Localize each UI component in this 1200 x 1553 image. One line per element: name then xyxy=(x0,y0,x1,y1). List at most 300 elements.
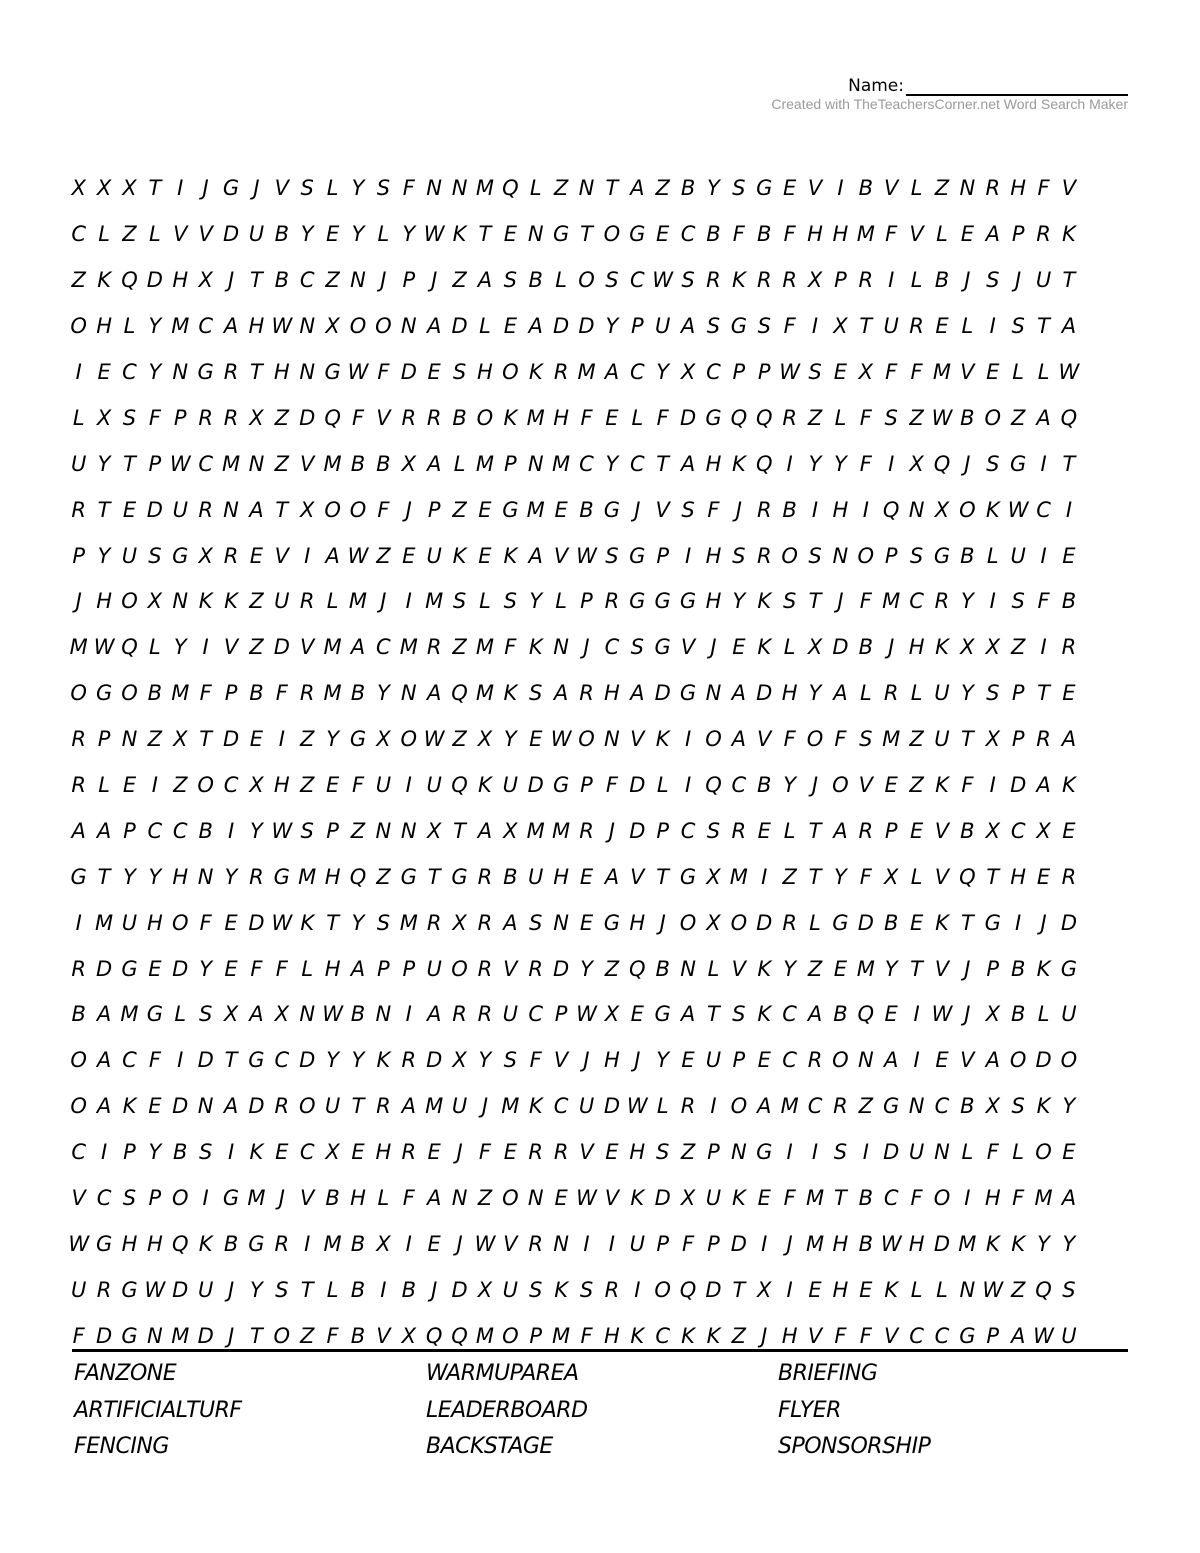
grid-letter: B xyxy=(1010,956,1026,981)
grid-letter: M xyxy=(69,635,88,660)
grid-letter: B xyxy=(960,1094,975,1119)
grid-letter: U xyxy=(375,773,392,798)
grid-letter: M xyxy=(247,1186,266,1211)
grid-letter: S xyxy=(757,314,771,339)
grid-letter: N xyxy=(426,176,443,201)
worksheet-header xyxy=(771,70,1128,112)
name-field[interactable] xyxy=(771,70,1128,96)
grid-row xyxy=(66,579,1134,625)
grid-letter: E xyxy=(935,314,949,339)
grid-letter: X xyxy=(401,451,416,476)
grid-letter: N xyxy=(553,635,569,660)
grid-letter: X xyxy=(884,864,899,889)
grid-letter: T xyxy=(1037,314,1050,339)
grid-letter: X xyxy=(401,1323,416,1348)
grid-letter: L xyxy=(834,405,847,430)
grid-letter: W xyxy=(652,268,674,293)
grid-letter: K xyxy=(122,1094,137,1119)
grid-letter: V xyxy=(503,1231,518,1256)
grid-letter: L xyxy=(910,176,923,201)
grid-letter: M xyxy=(323,635,342,660)
grid-letter: E xyxy=(224,910,238,935)
grid-letter: P xyxy=(884,543,898,568)
grid-letter: X xyxy=(325,314,340,339)
grid-letter: Z xyxy=(325,268,340,293)
grid-letter: E xyxy=(909,910,924,935)
grid-letter: F xyxy=(834,727,847,752)
grid-letter: T xyxy=(656,451,670,476)
grid-letter: U xyxy=(197,1277,214,1302)
grid-letter: C xyxy=(1010,818,1026,843)
word-list-item: FANZONE xyxy=(74,1361,177,1386)
grid-letter: U xyxy=(121,543,138,568)
grid-letter: V xyxy=(1061,176,1077,201)
grid-letter: U xyxy=(1061,1323,1077,1348)
grid-letter: T xyxy=(224,1048,238,1073)
grid-letter: H xyxy=(604,1323,620,1348)
grid-letter: A xyxy=(350,635,366,660)
grid-letter: B xyxy=(503,864,518,889)
grid-letter: G xyxy=(679,864,697,889)
grid-letter: J xyxy=(964,268,971,293)
grid-letter: B xyxy=(274,268,290,293)
grid-letter: M xyxy=(221,451,241,476)
grid-letter: T xyxy=(580,222,593,247)
grid-letter: B xyxy=(452,405,467,430)
grid-letter: R xyxy=(401,1048,417,1073)
grid-letter: R xyxy=(96,1277,112,1302)
grid-letter: F xyxy=(275,956,288,981)
grid-letter: I xyxy=(608,1231,615,1256)
grid-letter: E xyxy=(249,543,264,568)
grid-letter: R xyxy=(782,268,797,293)
grid-letter: C xyxy=(223,773,239,798)
grid-letter: A xyxy=(807,1002,823,1027)
grid-letter: L xyxy=(479,589,491,614)
grid-letter: V xyxy=(757,727,772,752)
grid-letter: Q xyxy=(959,864,976,889)
grid-letter: W xyxy=(576,543,597,568)
grid-letter: Y xyxy=(224,864,238,889)
grid-letter: X xyxy=(249,773,264,798)
grid-letter: B xyxy=(858,1186,874,1211)
grid-letter: P xyxy=(707,1231,720,1256)
grid-letter: T xyxy=(986,864,1000,889)
grid-letter: T xyxy=(351,1094,365,1119)
grid-letter: N xyxy=(959,1277,976,1302)
grid-letter: H xyxy=(832,1277,849,1302)
grid-letter: N xyxy=(197,1094,214,1119)
grid-letter: J xyxy=(405,497,412,522)
name-label: Name: xyxy=(848,76,904,96)
grid-letter: R xyxy=(579,681,594,706)
grid-letter: T xyxy=(478,222,492,247)
grid-letter: G xyxy=(248,1048,265,1073)
grid-letter: H xyxy=(705,589,722,614)
grid-letter: E xyxy=(732,635,746,660)
grid-letter: A xyxy=(680,1002,696,1027)
grid-letter: D xyxy=(400,360,417,384)
grid-letter: H xyxy=(629,1140,646,1165)
grid-letter: W xyxy=(931,1002,953,1027)
grid-letter: A xyxy=(680,451,696,476)
grid-letter: B xyxy=(883,910,899,935)
grid-letter: D xyxy=(451,314,468,339)
grid-letter: E xyxy=(529,727,543,752)
grid-letter: B xyxy=(833,1002,848,1027)
grid-letter: P xyxy=(757,360,771,384)
grid-letter: I xyxy=(989,589,996,614)
grid-letter: D xyxy=(1035,1048,1052,1073)
grid-row xyxy=(66,395,1134,441)
grid-letter: Y xyxy=(351,222,365,247)
grid-letter: I xyxy=(888,268,895,293)
grid-letter: T xyxy=(732,1277,746,1302)
grid-letter: O xyxy=(121,681,138,706)
grid-letter: W xyxy=(93,635,115,660)
grid-letter: R xyxy=(807,1048,823,1073)
grid-letter: G xyxy=(222,1186,240,1211)
grid-letter: D xyxy=(1010,773,1027,798)
grid-letter: D xyxy=(172,956,189,981)
grid-letter: H xyxy=(146,910,163,935)
grid-letter: F xyxy=(834,1323,847,1348)
grid-letter: H xyxy=(908,1231,925,1256)
grid-letter: R xyxy=(71,773,86,798)
word-list-item: WARMUPAREA xyxy=(426,1361,579,1386)
grid-letter: H xyxy=(984,1186,1001,1211)
grid-letter: G xyxy=(654,1002,671,1027)
grid-letter: X xyxy=(680,360,696,384)
grid-letter: E xyxy=(427,1140,441,1165)
grid-letter: X xyxy=(909,451,924,476)
grid-letter: E xyxy=(1062,818,1076,843)
grid-letter: P xyxy=(554,1002,568,1027)
grid-letter: R xyxy=(1061,635,1077,660)
grid-letter: Y xyxy=(123,864,136,889)
grid-letter: F xyxy=(326,1323,339,1348)
grid-letter: A xyxy=(426,681,442,706)
grid-letter: K xyxy=(935,635,949,660)
grid-letter: C xyxy=(1036,497,1051,522)
grid-letter: X xyxy=(985,818,1000,843)
grid-letter: N xyxy=(604,727,620,752)
grid-letter: F xyxy=(783,314,796,339)
grid-letter: H xyxy=(1010,176,1027,201)
grid-letter: N xyxy=(527,1186,544,1211)
grid-letter: B xyxy=(782,497,797,522)
grid-letter: N xyxy=(680,956,696,981)
grid-letter: X xyxy=(706,864,721,889)
grid-letter: E xyxy=(148,956,162,981)
grid-letter: N xyxy=(934,1140,950,1165)
grid-letter: X xyxy=(985,635,1000,660)
grid-letter: Q xyxy=(730,405,748,430)
grid-letter: B xyxy=(173,1140,188,1165)
grid-letter: C xyxy=(782,1002,797,1027)
grid-letter: X xyxy=(757,1277,772,1302)
grid-letter: O xyxy=(1035,1140,1052,1165)
grid-letter: T xyxy=(123,451,136,476)
grid-letter: H xyxy=(705,543,722,568)
grid-letter: S xyxy=(198,1140,213,1165)
grid-letter: T xyxy=(1062,451,1076,476)
grid-letter: L xyxy=(1037,1002,1050,1027)
grid-letter: O xyxy=(654,1277,671,1302)
grid-letter: K xyxy=(731,1186,746,1211)
grid-letter: I xyxy=(227,818,235,843)
grid-letter: S xyxy=(808,360,822,384)
grid-letter: H xyxy=(832,497,849,522)
grid-letter: T xyxy=(453,818,466,843)
grid-letter: X xyxy=(604,1002,620,1027)
grid-letter: V xyxy=(731,956,747,981)
grid-letter: K xyxy=(198,1231,213,1256)
grid-letter: Y xyxy=(148,360,162,384)
grid-letter: Z xyxy=(452,635,467,660)
grid-letter: Q xyxy=(755,451,773,476)
grid-letter: P xyxy=(123,1140,136,1165)
grid-letter: I xyxy=(151,773,158,798)
grid-letter: U xyxy=(1035,268,1052,293)
grid-letter: B xyxy=(350,1277,366,1302)
grid-letter: B xyxy=(757,773,772,798)
grid-letter: M xyxy=(475,451,494,476)
grid-letter: E xyxy=(808,1277,822,1302)
grid-letter: G xyxy=(502,497,519,522)
grid-letter: Y xyxy=(148,314,162,339)
grid-letter: C xyxy=(655,1323,671,1348)
grid-letter: Z xyxy=(782,864,797,889)
grid-letter: Z xyxy=(274,451,290,476)
grid-letter: K xyxy=(554,1277,568,1302)
grid-letter: L xyxy=(555,589,567,614)
grid-letter: U xyxy=(705,1186,722,1211)
grid-letter: S xyxy=(884,405,898,430)
grid-letter: D xyxy=(883,1140,900,1165)
grid-letter: A xyxy=(1036,773,1051,798)
grid-letter: R xyxy=(299,681,315,706)
grid-letter: B xyxy=(528,268,543,293)
grid-letter: A xyxy=(884,1048,899,1073)
grid-letter: K xyxy=(452,222,467,247)
word-list-item: FENCING xyxy=(74,1434,169,1459)
grid-letter: X xyxy=(960,635,975,660)
grid-letter: I xyxy=(989,773,996,798)
grid-letter: F xyxy=(707,497,720,522)
grid-letter: S xyxy=(986,681,1000,706)
grid-letter: M xyxy=(729,864,748,889)
grid-letter: J xyxy=(431,268,438,293)
grid-letter: W xyxy=(271,910,293,935)
grid-letter: J xyxy=(837,589,844,614)
grid-letter: S xyxy=(706,818,721,843)
grid-letter: K xyxy=(300,910,315,935)
grid-letter: O xyxy=(298,1094,316,1119)
grid-letter: R xyxy=(604,589,620,614)
grid-letter: L xyxy=(910,864,923,889)
grid-letter: N xyxy=(705,681,722,706)
grid-letter: W xyxy=(347,360,369,384)
grid-letter: K xyxy=(884,1277,899,1302)
grid-letter: E xyxy=(605,405,619,430)
grid-letter: M xyxy=(323,681,342,706)
grid-letter: F xyxy=(72,1323,85,1348)
grid-letter: Q xyxy=(933,451,951,476)
grid-letter: U xyxy=(654,314,671,339)
grid-letter: J xyxy=(227,268,235,293)
grid-letter: Y xyxy=(808,451,822,476)
grid-letter: Z xyxy=(909,773,924,798)
grid-letter: E xyxy=(1062,1140,1076,1165)
grid-letter: R xyxy=(706,268,721,293)
grid-letter: E xyxy=(402,543,416,568)
grid-letter: T xyxy=(148,176,162,201)
grid-letter: N xyxy=(299,1002,316,1027)
grid-letter: G xyxy=(400,864,417,889)
grid-letter: Y xyxy=(351,176,365,201)
grid-letter: Y xyxy=(402,222,416,247)
grid-letter: C xyxy=(299,1140,315,1165)
grid-letter: B xyxy=(223,1231,239,1256)
grid-letter: F xyxy=(402,176,415,201)
grid-letter: G xyxy=(552,773,570,798)
grid-letter: A xyxy=(985,1048,1000,1073)
grid-letter: F xyxy=(859,1323,872,1348)
grid-letter: Q xyxy=(755,405,773,430)
grid-letter: P xyxy=(504,451,517,476)
grid-letter: C xyxy=(629,268,645,293)
grid-letter: C xyxy=(629,451,645,476)
grid-letter: P xyxy=(1011,681,1025,706)
grid-letter: O xyxy=(857,543,875,568)
grid-letter: S xyxy=(300,818,314,843)
grid-letter: I xyxy=(811,1140,819,1165)
grid-letter: P xyxy=(580,589,593,614)
grid-letter: L xyxy=(479,314,491,339)
grid-letter: A xyxy=(833,681,848,706)
grid-letter: E xyxy=(427,1231,441,1256)
grid-letter: L xyxy=(149,635,161,660)
grid-letter: G xyxy=(95,1231,113,1256)
grid-letter: X xyxy=(122,176,137,201)
grid-letter: T xyxy=(199,727,213,752)
grid-letter: S xyxy=(452,589,467,614)
grid-letter: A xyxy=(426,451,442,476)
grid-letter: J xyxy=(380,589,387,614)
grid-letter: A xyxy=(985,222,1000,247)
grid-letter: F xyxy=(1037,589,1050,614)
grid-letter: Z xyxy=(274,405,290,430)
grid-letter: J xyxy=(634,497,641,522)
grid-letter: D xyxy=(426,1048,443,1073)
grid-letter: J xyxy=(735,497,742,522)
grid-letter: M xyxy=(552,451,571,476)
grid-letter: S xyxy=(706,314,721,339)
grid-letter: J xyxy=(227,1323,235,1348)
grid-letter: E xyxy=(833,956,848,981)
grid-letter: I xyxy=(786,1277,793,1302)
grid-letter: I xyxy=(100,1140,108,1165)
grid-letter: L xyxy=(174,1002,187,1027)
grid-letter: R xyxy=(376,1094,391,1119)
grid-letter: S xyxy=(1062,1277,1076,1302)
grid-letter: E xyxy=(1062,543,1076,568)
grid-letter: H xyxy=(832,1231,849,1256)
grid-letter: Z xyxy=(452,497,467,522)
grid-letter: C xyxy=(909,1323,924,1348)
grid-letter: U xyxy=(274,589,290,614)
grid-letter: G xyxy=(629,543,646,568)
grid-letter: N xyxy=(223,497,239,522)
grid-letter: A xyxy=(477,818,493,843)
grid-letter: Q xyxy=(502,176,519,201)
grid-letter: R xyxy=(299,589,315,614)
grid-letter: I xyxy=(684,727,692,752)
grid-letter: T xyxy=(605,176,619,201)
grid-letter: I xyxy=(913,1048,920,1073)
grid-letter: V xyxy=(807,1323,823,1348)
grid-letter: I xyxy=(304,543,311,568)
grid-letter: G xyxy=(679,589,697,614)
grid-letter: L xyxy=(859,681,872,706)
grid-letter: X xyxy=(198,543,213,568)
grid-letter: L xyxy=(631,405,644,430)
grid-letter: Z xyxy=(71,268,86,293)
grid-letter: O xyxy=(1060,1048,1078,1073)
grid-row xyxy=(66,350,1134,396)
grid-letter: E xyxy=(427,360,441,384)
grid-letter: F xyxy=(504,635,517,660)
grid-letter: L xyxy=(986,543,999,568)
grid-letter: B xyxy=(1010,1002,1026,1027)
grid-letter: R xyxy=(426,910,442,935)
grid-letter: V xyxy=(807,176,823,201)
grid-letter: I xyxy=(913,1002,920,1027)
grid-letter: N xyxy=(857,1048,874,1073)
grid-letter: M xyxy=(856,222,875,247)
grid-letter: F xyxy=(961,773,974,798)
name-blank-line[interactable] xyxy=(906,72,1128,96)
grid-letter: F xyxy=(1012,1186,1025,1211)
grid-letter: H xyxy=(629,910,646,935)
grid-letter: R xyxy=(477,956,493,981)
grid-letter: C xyxy=(731,773,747,798)
grid-letter: U xyxy=(71,1277,87,1302)
grid-letter: B xyxy=(579,497,594,522)
grid-letter: M xyxy=(958,1231,977,1256)
grid-letter: A xyxy=(604,360,620,384)
grid-letter: W xyxy=(144,1277,166,1302)
grid-letter: X xyxy=(71,176,86,201)
grid-letter: V xyxy=(376,405,391,430)
grid-letter: G xyxy=(832,910,849,935)
grid-letter: A xyxy=(477,268,493,293)
grid-letter: G xyxy=(654,635,671,660)
grid-letter: I xyxy=(380,1277,387,1302)
grid-letter: V xyxy=(934,818,950,843)
grid-letter: K xyxy=(1036,956,1051,981)
grid-letter: I xyxy=(1015,910,1022,935)
letter-grid xyxy=(66,166,1134,1359)
grid-letter: E xyxy=(1036,864,1051,889)
grid-letter: J xyxy=(583,1048,590,1073)
grid-letter: M xyxy=(805,1231,825,1256)
grid-letter: X xyxy=(477,727,493,752)
grid-letter: E xyxy=(986,360,1000,384)
grid-row xyxy=(66,1221,1134,1267)
grid-letter: G xyxy=(984,910,1001,935)
